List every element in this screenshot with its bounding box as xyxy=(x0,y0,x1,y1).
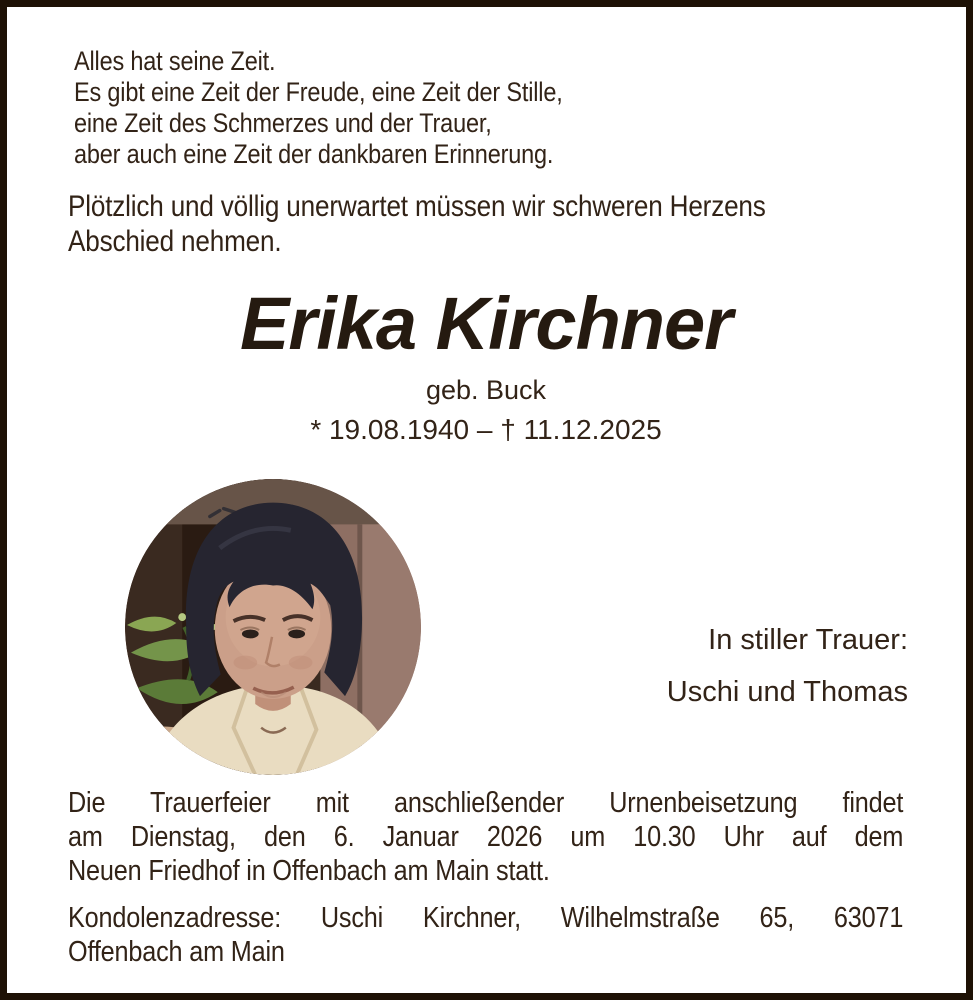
deceased-name: Erika Kirchner xyxy=(240,282,732,365)
mourners-block xyxy=(667,614,908,718)
service-info xyxy=(68,786,903,888)
mourners-names: Uschi und Thomas xyxy=(666,676,908,708)
announcement xyxy=(68,189,766,259)
poem xyxy=(74,46,563,170)
poem-line: aber auch eine Zeit der dankbaren Erinnerung. xyxy=(74,139,554,169)
portrait-photo xyxy=(125,479,421,775)
life-dates: * 19.08.1940 – † 11.12.2025 xyxy=(310,414,662,445)
service-line: am Dienstag, den 6. Januar 2026 um 10.30 Uhr auf dem xyxy=(68,821,904,853)
maiden-name: geb. Buck xyxy=(425,375,547,405)
poem-line: eine Zeit des Schmerzes und der Trauer, xyxy=(74,108,492,138)
condolence-line: Offenbach am Main xyxy=(68,936,285,968)
poem-line: Es gibt eine Zeit der Freude, eine Zeit der Stille, xyxy=(74,77,563,107)
service-line: Neuen Friedhof in Offenbach am Main statt. xyxy=(68,855,550,887)
portrait-illustration xyxy=(125,479,421,775)
mourners-intro: In stiller Trauer: xyxy=(708,624,908,656)
announcement-line: Abschied nehmen. xyxy=(68,225,282,258)
condolence-line: Kondolenzadresse: Uschi Kirchner, Wilhelmstraße 65, 63071 xyxy=(68,902,904,934)
service-line: Die Trauerfeier mit anschließender Urnenbeisetzung findet xyxy=(68,787,904,819)
poem-line: Alles hat seine Zeit. xyxy=(74,46,276,76)
condolence-address xyxy=(68,901,903,969)
announcement-line: Plötzlich und völlig unerwartet müssen wir schweren Herzens xyxy=(68,190,766,223)
